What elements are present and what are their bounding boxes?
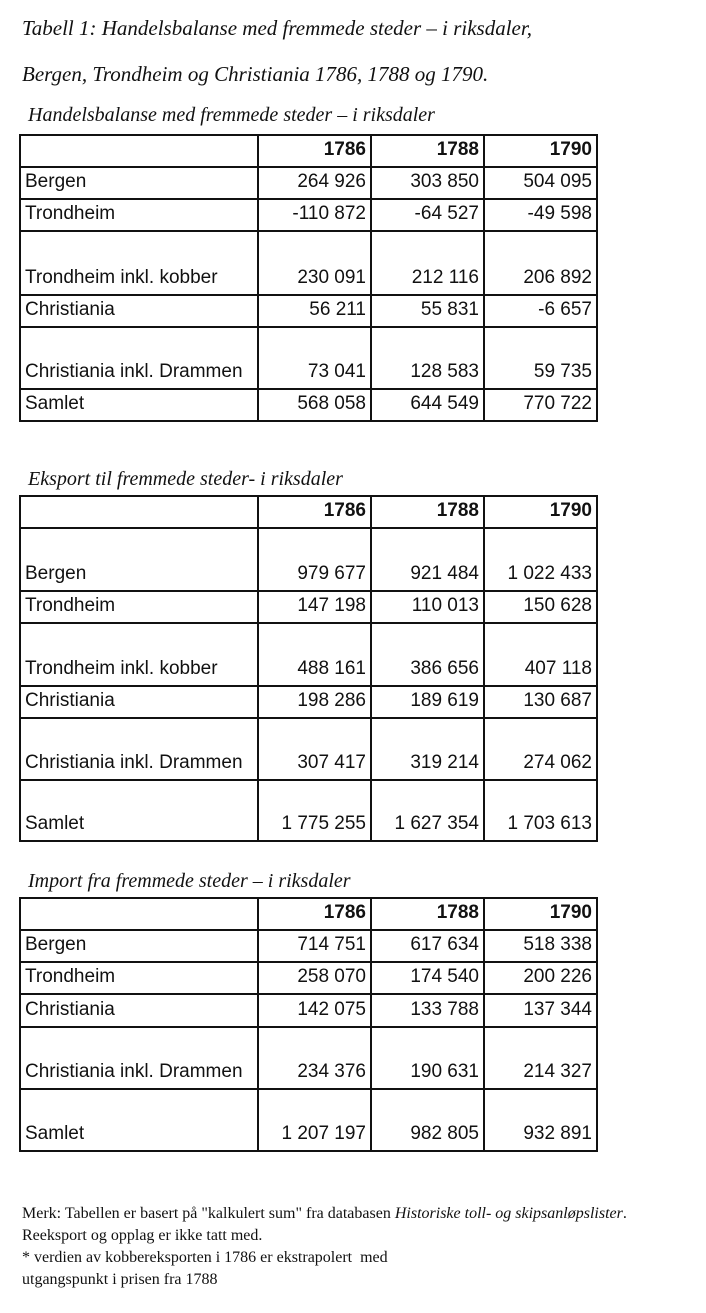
row-label: Christiania (20, 686, 258, 718)
value-cell: 307 417 (258, 718, 371, 780)
header-empty-cell (20, 496, 258, 528)
value-cell: 56 211 (258, 295, 371, 327)
table-header-row (20, 898, 597, 930)
import-table (19, 897, 598, 1152)
row-label: Christiania inkl. Drammen (20, 718, 258, 780)
row-label: Trondheim (20, 199, 258, 231)
header-empty-cell (20, 135, 258, 167)
value-cell: 921 484 (371, 528, 484, 591)
value-cell: 137 344 (484, 994, 597, 1027)
caption-line-1: Tabell 1: Handelsbalanse med fremmede steder – i riksdaler, (22, 16, 532, 40)
value-cell: 617 634 (371, 930, 484, 962)
value-cell: 147 198 (258, 591, 371, 623)
value-cell: 55 831 (371, 295, 484, 327)
table-row (20, 528, 597, 591)
value-cell: 73 041 (258, 327, 371, 389)
value-cell: 174 540 (371, 962, 484, 994)
value-cell: 407 118 (484, 623, 597, 686)
export-table (19, 495, 598, 842)
value-cell: 982 805 (371, 1089, 484, 1151)
footnote-database-name: Historiske toll- og skipsanløpslister (394, 1205, 623, 1222)
value-cell: 128 583 (371, 327, 484, 389)
year-header: 1790 (484, 135, 597, 167)
value-cell: 274 062 (484, 718, 597, 780)
footnote-text: . Reeksport og opplag er ikke tatt med. (22, 1205, 627, 1244)
row-label: Samlet (20, 389, 258, 421)
table-row (20, 994, 597, 1027)
table-row (20, 295, 597, 327)
value-cell: 212 116 (371, 231, 484, 295)
year-header: 1786 (258, 898, 371, 930)
row-label: Trondheim inkl. kobber (20, 623, 258, 686)
balance-table (19, 134, 598, 422)
year-header: 1790 (484, 496, 597, 528)
table-row (20, 389, 597, 421)
value-cell: 206 892 (484, 231, 597, 295)
value-cell: 190 631 (371, 1027, 484, 1089)
value-cell: 130 687 (484, 686, 597, 718)
table-row (20, 167, 597, 199)
row-label: Christiania inkl. Drammen (20, 1027, 258, 1089)
value-cell: 714 751 (258, 930, 371, 962)
value-cell: 979 677 (258, 528, 371, 591)
value-cell: 150 628 (484, 591, 597, 623)
value-cell: 234 376 (258, 1027, 371, 1089)
value-cell: 303 850 (371, 167, 484, 199)
value-cell: 142 075 (258, 994, 371, 1027)
table-row (20, 962, 597, 994)
value-cell: 644 549 (371, 389, 484, 421)
table-row (20, 718, 597, 780)
table-title-balance: Handelsbalanse med fremmede steder – i riksdaler (28, 104, 435, 126)
year-header: 1786 (258, 496, 371, 528)
value-cell: 1 627 354 (371, 780, 484, 841)
table-row (20, 780, 597, 841)
value-cell: -64 527 (371, 199, 484, 231)
value-cell: 319 214 (371, 718, 484, 780)
footnote-asterisk-line-2: utgangspunkt i prisen fra 1788 (22, 1271, 218, 1288)
table-row (20, 591, 597, 623)
value-cell: -49 598 (484, 199, 597, 231)
header-empty-cell (20, 898, 258, 930)
value-cell: 504 095 (484, 167, 597, 199)
value-cell: 200 226 (484, 962, 597, 994)
value-cell: 133 788 (371, 994, 484, 1027)
row-label: Samlet (20, 780, 258, 841)
value-cell: 110 013 (371, 591, 484, 623)
row-label: Christiania (20, 295, 258, 327)
year-header: 1790 (484, 898, 597, 930)
row-label: Samlet (20, 1089, 258, 1151)
table-row (20, 199, 597, 231)
value-cell: 189 619 (371, 686, 484, 718)
footnote-text: Merk: Tabellen er basert på "kalkulert sum" fra databasen (22, 1205, 395, 1222)
value-cell: 1 775 255 (258, 780, 371, 841)
row-label: Bergen (20, 930, 258, 962)
table-title-export: Eksport til fremmede steder- i riksdaler (28, 468, 343, 490)
value-cell: 258 070 (258, 962, 371, 994)
table-row (20, 623, 597, 686)
value-cell: 1 703 613 (484, 780, 597, 841)
value-cell: 770 722 (484, 389, 597, 421)
row-label: Christiania (20, 994, 258, 1027)
value-cell: -6 657 (484, 295, 597, 327)
value-cell: 264 926 (258, 167, 371, 199)
value-cell: -110 872 (258, 199, 371, 231)
table-title-import: Import fra fremmede steder – i riksdaler (28, 870, 351, 892)
table-row (20, 686, 597, 718)
footnote-source (22, 1203, 632, 1247)
caption-line-2: Bergen, Trondheim og Christiania 1786, 1788 og 1790. (22, 62, 489, 86)
value-cell: 59 735 (484, 327, 597, 389)
value-cell: 932 891 (484, 1089, 597, 1151)
footnote-asterisk-line: * verdien av kobbereksporten i 1786 er ekstrapolert med (22, 1249, 388, 1266)
footnote (22, 1203, 632, 1291)
row-label: Trondheim (20, 962, 258, 994)
value-cell: 488 161 (258, 623, 371, 686)
row-label: Trondheim (20, 591, 258, 623)
value-cell: 386 656 (371, 623, 484, 686)
year-header: 1788 (371, 135, 484, 167)
value-cell: 1 207 197 (258, 1089, 371, 1151)
value-cell: 230 091 (258, 231, 371, 295)
table-header-row (20, 496, 597, 528)
value-cell: 214 327 (484, 1027, 597, 1089)
table-row (20, 930, 597, 962)
value-cell: 518 338 (484, 930, 597, 962)
table-row (20, 231, 597, 295)
value-cell: 568 058 (258, 389, 371, 421)
row-label: Bergen (20, 167, 258, 199)
row-label: Trondheim inkl. kobber (20, 231, 258, 295)
table-row (20, 1089, 597, 1151)
table-header-row (20, 135, 597, 167)
value-cell: 1 022 433 (484, 528, 597, 591)
table-row (20, 327, 597, 389)
row-label: Christiania inkl. Drammen (20, 327, 258, 389)
year-header: 1788 (371, 898, 484, 930)
table-row (20, 1027, 597, 1089)
row-label: Bergen (20, 528, 258, 591)
value-cell: 198 286 (258, 686, 371, 718)
year-header: 1786 (258, 135, 371, 167)
year-header: 1788 (371, 496, 484, 528)
